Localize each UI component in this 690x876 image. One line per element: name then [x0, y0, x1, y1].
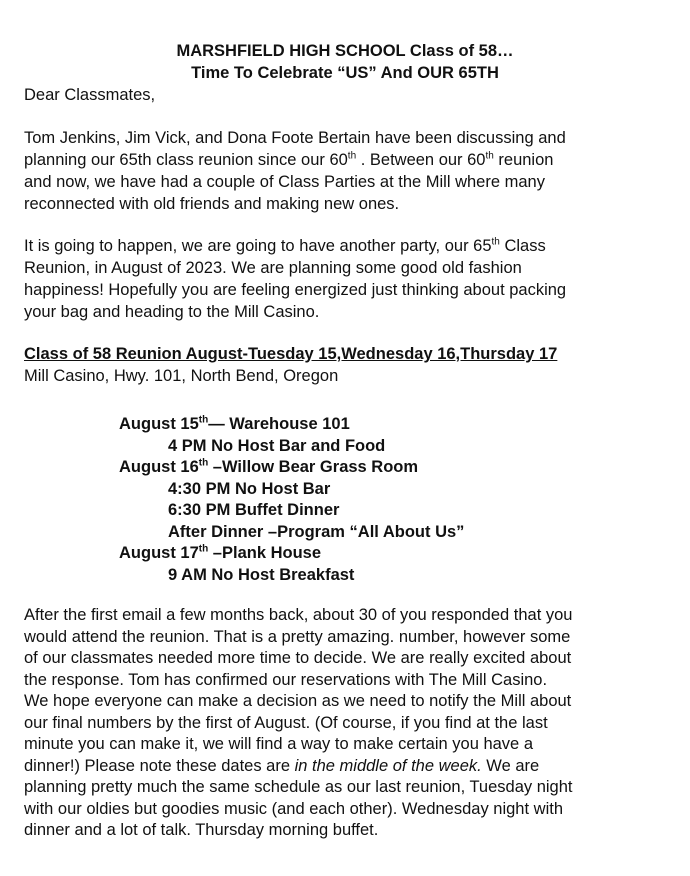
superscript: th — [198, 414, 209, 426]
para3-line: with our oldies but goodies music (and each other). Wednesday night with — [24, 800, 563, 818]
schedule-item: 4 PM No Host Bar and Food — [168, 437, 386, 455]
para3-line: minute you can make it, we will find a way to make certain you have a — [24, 735, 533, 753]
schedule-date: August 15 — [119, 415, 199, 433]
para3-line: of our classmates needed more time to decide. We are really excited about — [24, 649, 572, 667]
para3-text: dinner!) Please note these dates are — [24, 757, 295, 775]
para3-line: We hope everyone can make a decision as we need to notify the Mill about — [24, 692, 572, 710]
para3-line: the response. Tom has confirmed our reservations with The Mill Casino. — [24, 671, 548, 689]
schedule-day-2 — [119, 457, 418, 479]
para2-text: Class — [499, 237, 546, 255]
schedule-venue: –Willow Bear Grass Room — [208, 458, 419, 476]
superscript: th — [485, 150, 494, 162]
schedule-venue: –Plank House — [208, 544, 322, 562]
para3-line: After the first email a few months back, about 30 of you responded that you — [24, 606, 573, 624]
superscript: th — [491, 236, 500, 248]
para1-line: and now, we have had a couple of Class Parties at the Mill where many — [24, 173, 545, 191]
para2-line: Reunion, in August of 2023. We are planning some good old fashion — [24, 259, 522, 277]
letter-title-line-1: MARSHFIELD HIGH SCHOOL Class of 58… — [176, 42, 514, 60]
para1-line: reconnected with old friends and making new ones. — [24, 195, 400, 213]
schedule-date: August 16 — [119, 458, 199, 476]
para2-line: your bag and heading to the Mill Casino. — [24, 303, 320, 321]
salutation: Dear Classmates, — [24, 86, 156, 104]
schedule-item: 9 AM No Host Breakfast — [168, 566, 355, 584]
para1-line: Tom Jenkins, Jim Vick, and Dona Foote Bertain have been discussing and — [24, 129, 566, 147]
schedule-date: August 17 — [119, 544, 199, 562]
schedule-item: 4:30 PM No Host Bar — [168, 480, 331, 498]
event-header: Class of 58 Reunion August-Tuesday 15,Wednesday 16,Thursday 17 — [24, 345, 558, 363]
para2-line — [24, 236, 664, 258]
para3-line: planning pretty much the same schedule as our last reunion, Tuesday night — [24, 778, 573, 796]
schedule-item: 6:30 PM Buffet Dinner — [168, 501, 340, 519]
event-location: Mill Casino, Hwy. 101, North Bend, Oregon — [24, 367, 339, 385]
para2-text: It is going to happen, we are going to have another party, our 65 — [24, 237, 492, 255]
superscript: th — [198, 457, 209, 469]
para1-text: . Between our 60 — [356, 151, 486, 169]
superscript: th — [347, 150, 357, 162]
superscript: th — [198, 543, 209, 555]
para3-line: our final numbers by the first of August. (Of course, if you find at the last — [24, 714, 548, 732]
para1-text: reunion — [493, 151, 554, 169]
para3-line — [24, 756, 664, 778]
letter-title-line-2: Time To Celebrate “US” And OUR 65TH — [191, 64, 499, 82]
para2-line: happiness! Hopefully you are feeling energized just thinking about packing — [24, 281, 567, 299]
emphasis-text: in the middle of the week. — [294, 757, 482, 775]
schedule-item: After Dinner –Program “All About Us” — [168, 523, 465, 541]
schedule-venue: — Warehouse 101 — [208, 415, 350, 433]
para3-line: dinner and a lot of talk. Thursday morning buffet. — [24, 821, 379, 839]
schedule-day-3 — [119, 543, 321, 565]
para1-line — [24, 150, 664, 172]
para1-text: planning our 65th class reunion since our 60 — [24, 151, 348, 169]
para3-text: We are — [481, 757, 540, 775]
para3-line: would attend the reunion. That is a pretty amazing. number, however some — [24, 628, 571, 646]
schedule-day-1 — [119, 414, 350, 436]
